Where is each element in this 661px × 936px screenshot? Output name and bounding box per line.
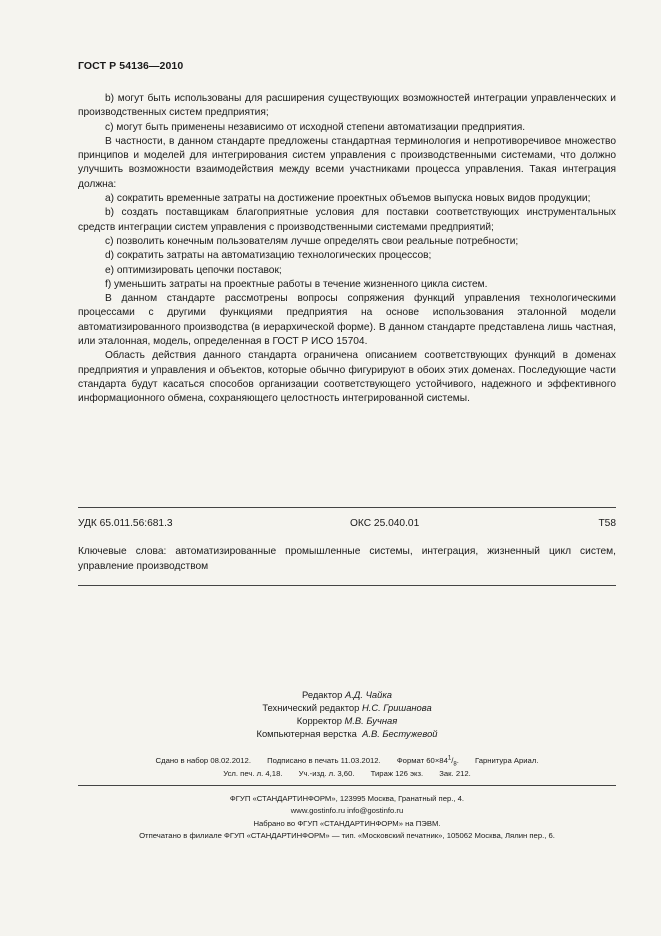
divider-printer [78,785,616,786]
body-text [78,92,616,407]
credit-proofreader: Корректор М.В. Бучная [296,715,398,726]
oks-code: ОКС 25.040.01 [350,518,420,529]
paragraph-integration-intro: В частности, в данном стандарте предложены стандартная терминология и непротиворечивое множество принципов и моделей для интегрирования систем управления с производственными системами, что должно улучшить возможности взаимодействия между всеми участниками процесса управления. Такая интеграция должна: [78,135,616,190]
website-link[interactable]: www.gostinfo.ru [290,806,345,816]
divider-top [78,507,616,508]
category-code: Т58 [598,518,616,529]
credit-editor: Редактор А.Д. Чайка [301,689,393,700]
printer-typeset: Набрано во ФГУП «СТАНДАРТИНФОРМ» на ПЭВМ. [253,818,441,828]
credits [78,688,616,740]
publication-line-2: Усл. печ. л. 4,18. Уч.-изд. л. 3,60. Тираж 126 экз. Зак. 212. [223,769,471,778]
list-item-b: b) создать поставщикам благоприятные условия для поставки соответствующих инструментальных средств интеграции систем управления с производственными системами предприятий; [78,207,616,233]
keywords: Ключевые слова: автоматизированные промышленные системы, интеграция, жизненный цикл систем, управление производством [78,546,616,572]
list-item-a: a) сократить временные затраты на достижение проектных объемов выпуска новых видов продукции; [105,193,591,205]
printer-address: ФГУП «СТАНДАРТИНФОРМ», 123995 Москва, Гранатный пер., 4. [229,794,465,803]
printer-contacts [78,805,616,817]
email-link[interactable]: info@gostinfo.ru [347,806,404,816]
list-item-c: c) позволить конечным пользователям лучше определять свои реальные потребности; [105,235,519,247]
paragraph-scope-domains: Область действия данного стандарта ограничена описанием соответствующих функций в доменах предприятия и управления и объектов, которые обычно фигурируют в обоих этих доменах. Последующие части стандарта будут касаться способов организации соответствующего устойчивого, надежного и эффективного информационного обмена, сохраняющего целостность интегрированной системы. [78,350,616,405]
printer-printed: Отпечатано в филиале ФГУП «СТАНДАРТИНФОРМ» — тип. «Московский печатник», 105062 Москва, Лялин пер., 6. [139,830,555,840]
credit-layout: Компьютерная верстка А.В. Бестужевой [256,728,438,739]
publication-line-1: Сдано в набор 08.02.2012. Подписано в печать 11.03.2012. Формат $60\times 84^1/_8$. Гарнитура Ариал. [155,755,539,768]
document-header: ГОСТ Р 54136—2010 [78,60,184,72]
divider-keywords [78,585,616,586]
publication-info [78,754,616,780]
paragraph-b-options: b) могут быть использованы для расширения существующих возможностей интеграции управленческих и производственных систем предприятия; [78,93,616,119]
credit-tech-editor: Технический редактор Н.С. Гришанова [262,702,432,713]
format-value: Формат $60\times 84^1/_8$. [396,755,459,768]
paragraph-scope-model: В данном стандарте рассмотрены вопросы сопряжения функций управления технологическими процессами с другими функциями предприятия на основе использования эталонной модели автоматизированного производства (в иерархической форме). В данном стандарте представлена лишь частная, или эталонная, модель, определенная в ГОСТ Р ИСО 15704. [78,293,616,348]
list-item-d: d) сократить затраты на автоматизацию технологических процессов; [105,250,432,262]
printer-info [78,793,616,842]
udk-code: УДК 65.011.56:681.3 [78,518,173,529]
list-item-e: e) оптимизировать цепочки поставок; [105,264,282,276]
paragraph-c-options: c) могут быть применены независимо от исходной степени автоматизации предприятия. [105,121,526,133]
list-item-f: f) уменьшить затраты на проектные работы в течение жизненного цикла систем. [105,278,488,290]
